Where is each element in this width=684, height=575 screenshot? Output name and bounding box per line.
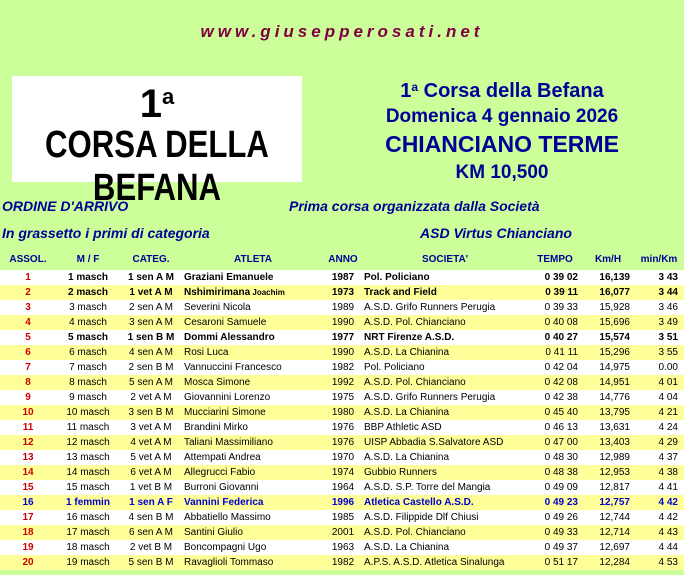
cell-name: Nshimirimana Joachim [182, 285, 324, 300]
cell-time: 0 42 08 [528, 375, 582, 390]
col-header-assol: ASSOL. [9, 254, 47, 265]
cell-mink: 3 46 [634, 300, 684, 315]
cell-pos: 2 [0, 285, 56, 300]
cell-pos: 17 [0, 510, 56, 525]
cell-kmh: 12,284 [582, 555, 634, 570]
cell-cat: 5 sen A M [120, 375, 182, 390]
cell-kmh: 14,776 [582, 390, 634, 405]
cell-club: A.S.D. Pol. Chianciano [362, 375, 528, 390]
cell-name: Cesaroni Samuele [182, 315, 324, 330]
cell-time: 0 49 26 [528, 510, 582, 525]
cell-club: A.S.D. La Chianina [362, 540, 528, 555]
cell-pos: 5 [0, 330, 56, 345]
cell-kmh: 15,696 [582, 315, 634, 330]
cell-mf: 3 masch [56, 300, 120, 315]
first-race-note: Prima corsa organizzata dalla Società [289, 198, 540, 214]
cell-name: Burroni Giovanni [182, 480, 324, 495]
cell-name: Vannuccini Francesco [182, 360, 324, 375]
cell-name: Giovannini Lorenzo [182, 390, 324, 405]
cell-mink: 3 55 [634, 345, 684, 360]
cell-mf: 12 masch [56, 435, 120, 450]
cell-club: A.S.D. Filippide Dlf Chiusi [362, 510, 528, 525]
cell-name: Rosi Luca [182, 345, 324, 360]
cell-mink: 4 24 [634, 420, 684, 435]
cell-time: 0 49 23 [528, 495, 582, 510]
race-title: 1$^a$ Corsa della Befana [400, 80, 604, 102]
cell-kmh: 12,697 [582, 540, 634, 555]
cell-mink: 4 37 [634, 450, 684, 465]
cell-pos: 12 [0, 435, 56, 450]
cell-kmh: 13,795 [582, 405, 634, 420]
cell-cat: 2 sen B M [120, 360, 182, 375]
cell-pos: 11 [0, 420, 56, 435]
cell-cat: 5 sen B M [120, 555, 182, 570]
cell-kmh: 16,077 [582, 285, 634, 300]
col-header-minkm: min/Km [640, 254, 678, 265]
cell-time: 0 40 08 [528, 315, 582, 330]
cell-pos: 19 [0, 540, 56, 555]
cell-club: A.S.D. La Chianina [362, 405, 528, 420]
cell-year: 1985 [324, 510, 362, 525]
cell-mink: 3 51 [634, 330, 684, 345]
cell-club: NRT Firenze A.S.D. [362, 330, 528, 345]
col-header-anno: ANNO [328, 254, 358, 265]
cell-name: Brandini Mirko [182, 420, 324, 435]
logo-number: 1$^a$ [139, 82, 175, 126]
cell-cat: 3 vet A M [120, 420, 182, 435]
cell-pos: 16 [0, 495, 56, 510]
cell-year: 1974 [324, 465, 362, 480]
cell-time: 0 42 38 [528, 390, 582, 405]
logo-text: CORSA DELLA BEFANA [45, 124, 269, 209]
cell-name: Vannini Federica [182, 495, 324, 510]
cell-time: 0 49 37 [528, 540, 582, 555]
cell-kmh: 12,714 [582, 525, 634, 540]
cell-pos: 13 [0, 450, 56, 465]
cell-kmh: 12,953 [582, 465, 634, 480]
order-heading: ORDINE D'ARRIVO [2, 198, 129, 214]
cell-club: Gubbio Runners [362, 465, 528, 480]
race-place: CHIANCIANO TERME [385, 131, 619, 157]
cell-year: 1963 [324, 540, 362, 555]
cell-name: Dommi Alessandro [182, 330, 324, 345]
cell-mf: 8 masch [56, 375, 120, 390]
cell-cat: 4 vet A M [120, 435, 182, 450]
cell-mf: 16 masch [56, 510, 120, 525]
cell-time: 0 39 02 [528, 270, 582, 285]
cell-time: 0 42 04 [528, 360, 582, 375]
results-table [0, 249, 684, 570]
cell-time: 0 49 33 [528, 525, 582, 540]
cell-mf: 7 masch [56, 360, 120, 375]
site-url[interactable]: www.giusepperosati.net [200, 22, 484, 41]
cell-mf: 18 masch [56, 540, 120, 555]
cell-year: 1989 [324, 300, 362, 315]
cell-club: A.S.D. S.P. Torre del Mangia [362, 480, 528, 495]
cell-year: 1990 [324, 315, 362, 330]
cell-cat: 2 vet B M [120, 540, 182, 555]
cell-kmh: 12,757 [582, 495, 634, 510]
cell-pos: 18 [0, 525, 56, 540]
cell-cat: 1 vet B M [120, 480, 182, 495]
table-row [0, 375, 684, 390]
col-header-mf: M / F [76, 254, 100, 265]
cell-name: Taliani Massimiliano [182, 435, 324, 450]
cell-club: Pol. Policiano [362, 270, 528, 285]
cell-club: A.S.D. La Chianina [362, 450, 528, 465]
cell-club: BBP Athletic ASD [362, 420, 528, 435]
table-row [0, 270, 684, 285]
cell-cat: 5 vet A M [120, 450, 182, 465]
cell-pos: 1 [0, 270, 56, 285]
cell-mink: 4 42 [634, 510, 684, 525]
cell-club: A.P.S. A.S.D. Atletica Sinalunga [362, 555, 528, 570]
table-row [0, 540, 684, 555]
cell-mink: 4 01 [634, 375, 684, 390]
cell-mf: 5 masch [56, 330, 120, 345]
cell-year: 1973 [324, 285, 362, 300]
col-header-categ: CATEG. [132, 254, 170, 265]
cell-mf: 2 masch [56, 285, 120, 300]
cell-name: Allegrucci Fabio [182, 465, 324, 480]
col-header-kmh: Km/H [594, 254, 622, 265]
cell-mink: 4 04 [634, 390, 684, 405]
col-header-atleta: ATLETA [234, 254, 272, 265]
cell-mf: 6 masch [56, 345, 120, 360]
cell-pos: 15 [0, 480, 56, 495]
cell-cat: 2 vet A M [120, 390, 182, 405]
cell-name: Severini Nicola [182, 300, 324, 315]
col-header-societa: SOCIETA' [421, 254, 469, 265]
cell-pos: 4 [0, 315, 56, 330]
cell-mink: 0.00 [634, 360, 684, 375]
table-row [0, 510, 684, 525]
cell-mink: 4 29 [634, 435, 684, 450]
cell-name: Santini Giulio [182, 525, 324, 540]
cell-mf: 1 masch [56, 270, 120, 285]
cell-pos: 14 [0, 465, 56, 480]
cell-club: A.S.D. Grifo Runners Perugia [362, 300, 528, 315]
cell-club: A.S.D. Pol. Chianciano [362, 315, 528, 330]
col-header-tempo: TEMPO [537, 254, 573, 265]
cell-kmh: 14,951 [582, 375, 634, 390]
cell-mf: 4 masch [56, 315, 120, 330]
cell-mink: 4 44 [634, 540, 684, 555]
table-row [0, 345, 684, 360]
table-row [0, 525, 684, 540]
cell-year: 1976 [324, 420, 362, 435]
cell-club: A.S.D. Pol. Chianciano [362, 525, 528, 540]
cell-pos: 8 [0, 375, 56, 390]
table-row [0, 405, 684, 420]
cell-time: 0 46 13 [528, 420, 582, 435]
table-row [0, 285, 684, 300]
cell-club: A.S.D. La Chianina [362, 345, 528, 360]
cell-cat: 2 sen A M [120, 300, 182, 315]
cell-time: 0 40 27 [528, 330, 582, 345]
table-row [0, 390, 684, 405]
cell-kmh: 12,989 [582, 450, 634, 465]
cell-year: 1975 [324, 390, 362, 405]
cell-mink: 4 38 [634, 465, 684, 480]
cell-pos: 20 [0, 555, 56, 570]
cell-year: 1980 [324, 405, 362, 420]
cell-mf: 14 masch [56, 465, 120, 480]
athlete-first-name: Joachim [250, 288, 285, 297]
cell-year: 1990 [324, 345, 362, 360]
cell-kmh: 16,139 [582, 270, 634, 285]
cell-cat: 6 vet A M [120, 465, 182, 480]
cell-pos: 6 [0, 345, 56, 360]
table-row [0, 495, 684, 510]
cell-cat: 4 sen A M [120, 345, 182, 360]
cell-kmh: 14,975 [582, 360, 634, 375]
cell-name: Mosca Simone [182, 375, 324, 390]
cell-pos: 9 [0, 390, 56, 405]
table-row [0, 450, 684, 465]
cell-name: Attempati Andrea [182, 450, 324, 465]
cell-kmh: 15,296 [582, 345, 634, 360]
cell-year: 2001 [324, 525, 362, 540]
cell-year: 1964 [324, 480, 362, 495]
cell-kmh: 12,817 [582, 480, 634, 495]
cell-year: 1970 [324, 450, 362, 465]
table-row [0, 300, 684, 315]
cell-pos: 7 [0, 360, 56, 375]
table-row [0, 465, 684, 480]
cell-cat: 3 sen A M [120, 315, 182, 330]
cell-time: 0 49 09 [528, 480, 582, 495]
cell-year: 1982 [324, 360, 362, 375]
cell-kmh: 12,744 [582, 510, 634, 525]
cell-year: 1977 [324, 330, 362, 345]
cell-cat: 4 sen B M [120, 510, 182, 525]
cell-mf: 9 masch [56, 390, 120, 405]
cell-time: 0 39 11 [528, 285, 582, 300]
cell-mf: 1 femmin [56, 495, 120, 510]
cell-mink: 3 44 [634, 285, 684, 300]
cell-club: Track and Field [362, 285, 528, 300]
cell-mink: 4 43 [634, 525, 684, 540]
cell-club: A.S.D. Grifo Runners Perugia [362, 390, 528, 405]
cell-kmh: 13,403 [582, 435, 634, 450]
table-row [0, 480, 684, 495]
cell-time: 0 48 38 [528, 465, 582, 480]
cell-mf: 13 masch [56, 450, 120, 465]
cell-mink: 4 53 [634, 555, 684, 570]
cell-name: Abbatiello Massimo [182, 510, 324, 525]
cell-time: 0 51 17 [528, 555, 582, 570]
cell-cat: 1 sen B M [120, 330, 182, 345]
cell-year: 1992 [324, 375, 362, 390]
cell-mf: 10 masch [56, 405, 120, 420]
cell-pos: 10 [0, 405, 56, 420]
race-date: Domenica 4 gennaio 2026 [385, 106, 619, 127]
cell-kmh: 15,574 [582, 330, 634, 345]
table-row [0, 420, 684, 435]
cell-time: 0 41 11 [528, 345, 582, 360]
cell-cat: 3 sen B M [120, 405, 182, 420]
cell-cat: 1 sen A M [120, 270, 182, 285]
cell-year: 1976 [324, 435, 362, 450]
organizer: ASD Virtus Chianciano [420, 225, 572, 241]
cell-name: Ravaglioli Tommaso [182, 555, 324, 570]
cell-cat: 1 vet A M [120, 285, 182, 300]
cell-time: 0 45 40 [528, 405, 582, 420]
table-row [0, 315, 684, 330]
cell-mink: 3 49 [634, 315, 684, 330]
cell-club: UISP Abbadia S.Salvatore ASD [362, 435, 528, 450]
cell-cat: 1 sen A F [120, 495, 182, 510]
cell-year: 1987 [324, 270, 362, 285]
cell-time: 0 39 33 [528, 300, 582, 315]
race-distance: KM 10,500 [455, 162, 549, 183]
cell-mink: 4 41 [634, 480, 684, 495]
cell-mink: 4 42 [634, 495, 684, 510]
cell-kmh: 15,928 [582, 300, 634, 315]
cell-club: Pol. Policiano [362, 360, 528, 375]
cell-pos: 3 [0, 300, 56, 315]
bold-note: In grassetto i primi di categoria [2, 225, 210, 241]
table-row [0, 555, 684, 570]
table-row [0, 330, 684, 345]
cell-mink: 4 21 [634, 405, 684, 420]
table-row [0, 435, 684, 450]
cell-kmh: 13,631 [582, 420, 634, 435]
cell-time: 0 48 30 [528, 450, 582, 465]
cell-mink: 3 43 [634, 270, 684, 285]
cell-time: 0 47 00 [528, 435, 582, 450]
table-header [0, 249, 684, 270]
cell-year: 1982 [324, 555, 362, 570]
table-row [0, 360, 684, 375]
cell-mf: 17 masch [56, 525, 120, 540]
cell-mf: 19 masch [56, 555, 120, 570]
cell-mf: 11 masch [56, 420, 120, 435]
cell-year: 1996 [324, 495, 362, 510]
cell-mf: 15 masch [56, 480, 120, 495]
cell-club: Atletica Castello A.S.D. [362, 495, 528, 510]
cell-cat: 6 sen A M [120, 525, 182, 540]
cell-name: Graziani Emanuele [182, 270, 324, 285]
cell-name: Mucciarini Simone [182, 405, 324, 420]
cell-name: Boncompagni Ugo [182, 540, 324, 555]
